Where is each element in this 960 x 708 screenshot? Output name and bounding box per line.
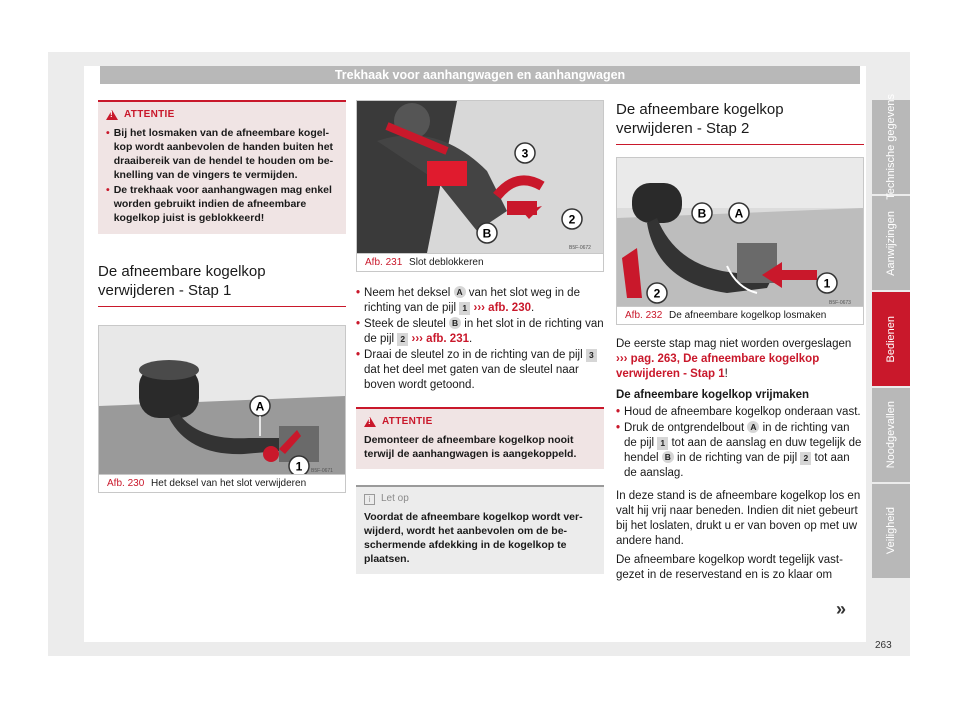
warning-title: ! ATTENTIE [106,108,338,122]
figure-code: B5F-0673 [829,300,851,306]
column-left [98,100,346,493]
chapter-header: Trekhaak voor aanhangwagen en aanhangwagen [100,66,860,84]
side-tabs [872,94,910,580]
warning-triangle-icon [364,417,376,427]
figure-caption: Afb. 230 Het deksel van het slot verwijderen [99,474,345,492]
steps-list [616,405,864,481]
callout-B: B [482,226,492,241]
figure-caption: Afb. 232 De afneembare kogelkop losmaken [617,306,863,324]
figure-image [617,158,863,306]
warning-text: Demonteer de afneembare kogelkop nooit terwijl de aanhangwagen is aangekoppeld. [364,434,577,460]
warning-box [356,407,604,469]
figure-code: B5F-0672 [569,245,591,251]
tab-aanwijzingen[interactable]: Aanwijzingen [872,196,910,290]
note-box [356,485,604,574]
list-item: • Steek de sleutel B in het slot in de richting van de pijl 2 ››› afb. 231. [356,318,604,345]
figure-link[interactable]: ››› afb. 231 [411,333,469,345]
figure-link[interactable]: ››› afb. 230 [473,302,531,314]
callout-A: A [255,399,265,414]
page-number: 263 [875,640,892,651]
column-middle [356,100,604,574]
warning-title: ! ATTENTIE [364,415,596,429]
list-item: • Houd de afneembare kogelkop onderaan vast. [616,406,861,418]
warning-item: • De trekhaak voor aanhangwagen mag enkel worden gebruikt indien de afneembare kogelkop juist is geblokkeerd! [106,184,332,224]
tab-veiligheid[interactable]: Veiligheid [872,484,910,578]
figure-caption: Afb. 231 Slot deblokkeren [357,253,603,271]
warning-box [98,100,346,234]
list-item: • Druk de ontgrendelbout A in de richting van de pijl 1 tot aan de aanslag en duw tegelijk de hendel B in de richting van de pijl 2 tot aan de aanslag. [616,422,862,479]
steps-list [356,286,604,393]
section-title: De afneembare kogelkop verwijderen - Stap 1 [98,262,346,307]
paragraph: In deze stand is de afneembare kogelkop los en valt hij vrij naar beneden. Indien dit niet gebeurt bij het loslaten, drukt u er van boven op met uw andere hand. [616,490,861,547]
callout-B: B [697,206,707,221]
note-text: Voordat de afneembare kogelkop wordt verwijderd, wordt het aanbevolen om de beschermende afdekking in de kogelkop te plaatsen. [364,511,583,565]
info-icon: i [364,494,375,505]
warning-item: • Bij het losmaken van de afneembare kogelkop wordt aanbevolen de handen buiten het draaibereik van de hendel te houden om beknelling van de vingers te vermijden. [106,127,334,181]
paragraph: De afneembare kogelkop wordt tegelijk vastgezet in de reservestand en is zo klaar om [616,554,843,581]
figure-image [357,101,603,253]
page-link[interactable]: ››› pag. 263, De afneembare kogelkop verwijderen - Stap 1 [616,353,820,380]
tab-technische-gegevens[interactable]: Technische gegevens [872,100,910,194]
section-title: De afneembare kogelkop verwijderen - Stap 2 [616,100,864,145]
list-item: • Draai de sleutel zo in de richting van de pijl 3 dat het deel met gaten van de sleutel naar boven wordt getoond. [356,348,604,393]
column-right [616,100,864,583]
tab-noodgevallen[interactable]: Noodgevallen [872,388,910,482]
figure-230 [98,325,346,493]
callout-2: 2 [653,286,661,301]
callout-2: 2 [568,212,576,227]
tab-bedienen[interactable]: Bedienen [872,292,910,386]
note-title: i Let op [364,492,596,506]
callout-A: A [734,206,744,221]
callout-3: 3 [521,146,529,161]
list-item: • Neem het deksel A van het slot weg in de richting van de pijl 1 ››› afb. 230. [356,287,580,314]
intro-paragraph: De eerste stap mag niet worden overgeslagen ››› pag. 263, De afneembare kogelkop verwijderen - Stap 1! [616,338,852,380]
subheading: De afneembare kogelkop vrijmaken [616,389,810,401]
figure-231 [356,100,604,272]
continue-mark: » [836,599,847,619]
warning-triangle-icon [106,110,118,120]
callout-1: 1 [823,276,831,291]
figure-232 [616,157,864,325]
figure-code: B5F-0671 [311,468,333,474]
figure-image [99,326,345,474]
callout-1: 1 [295,459,303,474]
